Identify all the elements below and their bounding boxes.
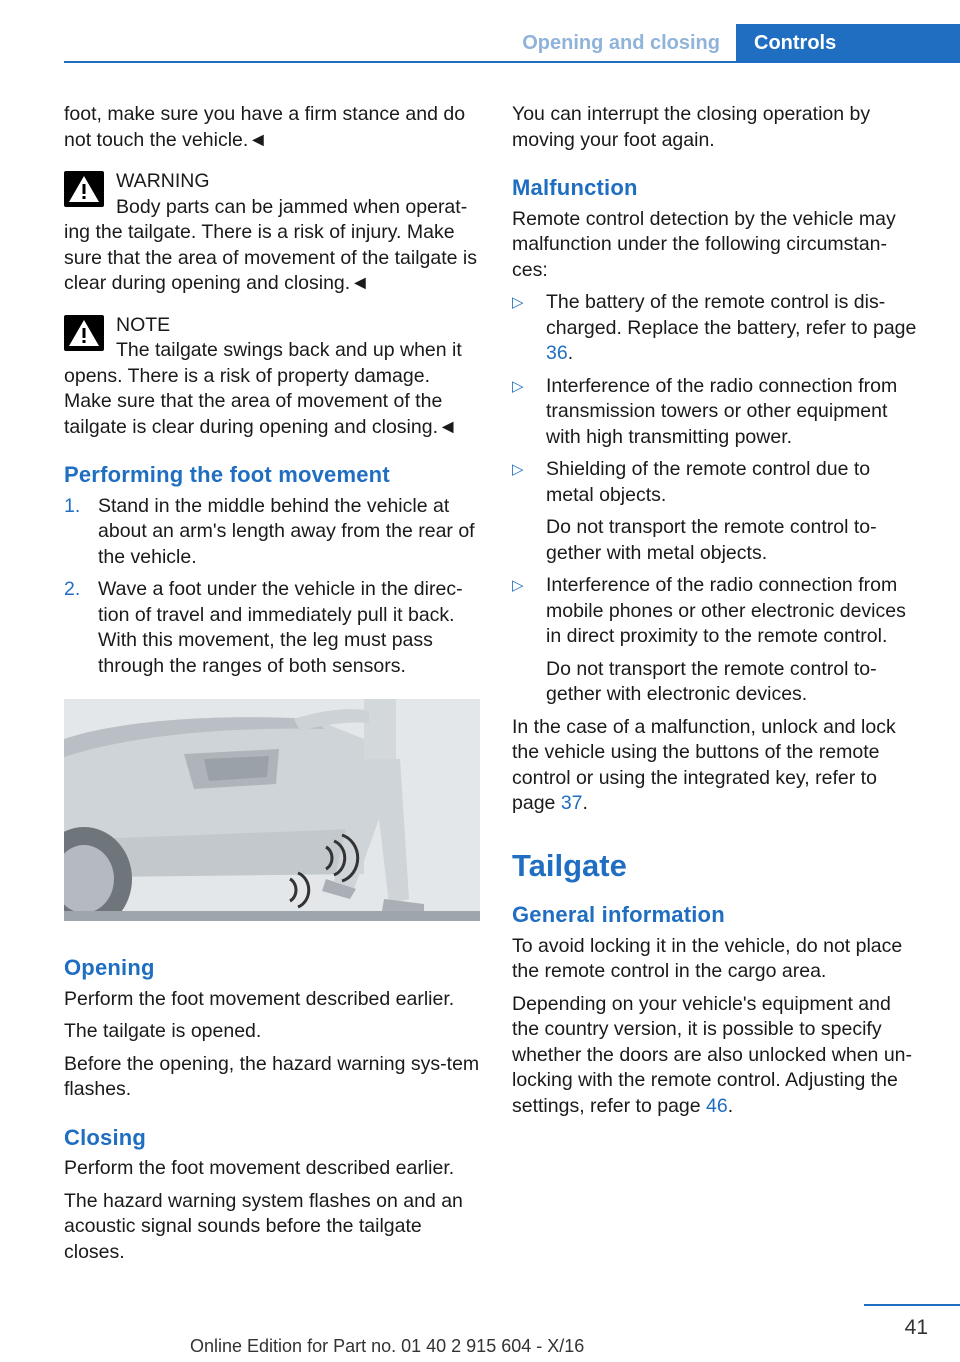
malfunction-heading: Malfunction [512,175,638,200]
interrupt-paragraph: You can interrupt the closing operation by moving your foot again. [512,103,871,151]
warning-title: WARNING [116,170,210,192]
list-item [512,457,922,566]
punctuation: . [567,342,574,364]
opening-heading: Opening [64,955,155,980]
right-column [512,102,922,1126]
punctuation: . [727,1094,734,1117]
general-paragraph: To avoid locking it in the vehicle, do not place the remote control in the cargo area. [512,934,903,982]
list-item [512,573,922,708]
closing-heading: Closing [64,1124,147,1150]
list-item-text: Shielding of the remote control due to metal objects. [546,458,871,506]
general-text: Depending on your vehicle's equipment and the country version, it is possible to specify whether the doors are also unlocked when un‐locking with the remote control. Adjusting the settings, refer to page [512,992,912,1117]
list-item-subtext: Do not transport the remote control to‐gether with electronic devices. [546,657,877,705]
warning-first-line: Body parts can be jammed when operat‐ [116,195,468,218]
foot-movement-steps [64,494,480,680]
page-number: 41 [904,1316,928,1339]
note-text: opens. There is a risk of property damage. Make sure that the area of movement of the tailgate is clear during opening and closing.◄ [64,364,458,438]
triangle-bullet-icon: ▷ [512,461,524,478]
triangle-bullet-icon: ▷ [512,577,524,594]
step-item [64,577,480,679]
malfunction-end-paragraph [512,715,922,817]
header-tab-controls: Controls [736,24,960,62]
step-number: 1. [64,494,81,517]
step-text: Wave a foot under the vehicle in the direc‐tion of travel and immediately pull it back. With this movement, the leg must pass through the ranges of both sensors. [98,578,463,677]
footer-rule [864,1304,960,1306]
list-item [512,290,922,367]
malfunction-intro: Remote control detection by the vehicle may malfunction under the following circumstan‐ces: [512,207,896,281]
foot-movement-heading: Performing the foot movement [64,462,390,487]
header-section-title: Opening and closing [522,32,720,54]
opening-paragraph: Perform the foot movement described earlier. [64,987,455,1010]
closing-paragraph: The hazard warning system flashes on and an acoustic signal sounds before the tailgate closes. [64,1189,463,1263]
punctuation: . [582,792,588,814]
foot-movement-illustration [64,699,480,921]
header-rule [64,61,960,63]
intro-paragraph: foot, make sure you have a firm stance and do not touch the vehicle.◄ [64,103,466,151]
footer-edition: Online Edition for Part no. 01 40 2 915 604 - X/16 [190,1336,585,1356]
general-information-heading: General information [512,902,725,927]
page-link-46[interactable]: 46 [706,1094,728,1117]
note-warning-icon [64,315,104,351]
list-item-text: Interference of the radio connection from transmission towers or other equipment with high transmitting power. [546,374,898,448]
note-block [64,313,480,441]
list-item-subtext: Do not transport the remote control to‐gether with metal objects. [546,516,877,564]
closing-paragraph: Perform the foot movement described earlier. [64,1157,455,1179]
malfunction-end-text: In the case of a malfunction, unlock and lock the vehicle using the buttons of the remote control or using the integrated key, refer to page [512,715,896,814]
triangle-bullet-icon: ▷ [512,294,524,311]
opening-paragraph: Before the opening, the hazard warning sys‐tem flashes. [64,1052,480,1100]
warning-block [64,169,480,297]
list-item-text: The battery of the remote control is dis‐charged. Replace the battery, refer to page [546,291,917,339]
malfunction-list [512,290,922,708]
note-first-line: The tailgate swings back and up when it [116,339,462,361]
warning-icon [64,171,104,207]
tailgate-heading: Tailgate [512,847,627,883]
page-header [0,0,960,62]
list-item-text: Interference of the radio connection from mobile phones or other electronic devices in direct proximity to the remote control. [546,574,906,647]
step-number: 2. [64,578,81,600]
warning-text: ing the tailgate. There is a risk of injury. Make sure that the area of movement of the tailgate is clear during opening and closing.◄ [64,221,477,294]
step-item [64,494,480,571]
list-item [512,374,922,451]
triangle-bullet-icon: ▷ [512,377,524,395]
page-link-36[interactable]: 36 [546,342,568,364]
step-text: Stand in the middle behind the vehicle at about an arm's length away from the rear of the vehicle. [98,494,475,568]
page-link-37[interactable]: 37 [560,792,583,814]
left-column [64,102,480,1272]
note-title: NOTE [116,313,171,336]
general-paragraph-settings [512,992,922,1120]
opening-paragraph: The tailgate is opened. [64,1020,262,1042]
